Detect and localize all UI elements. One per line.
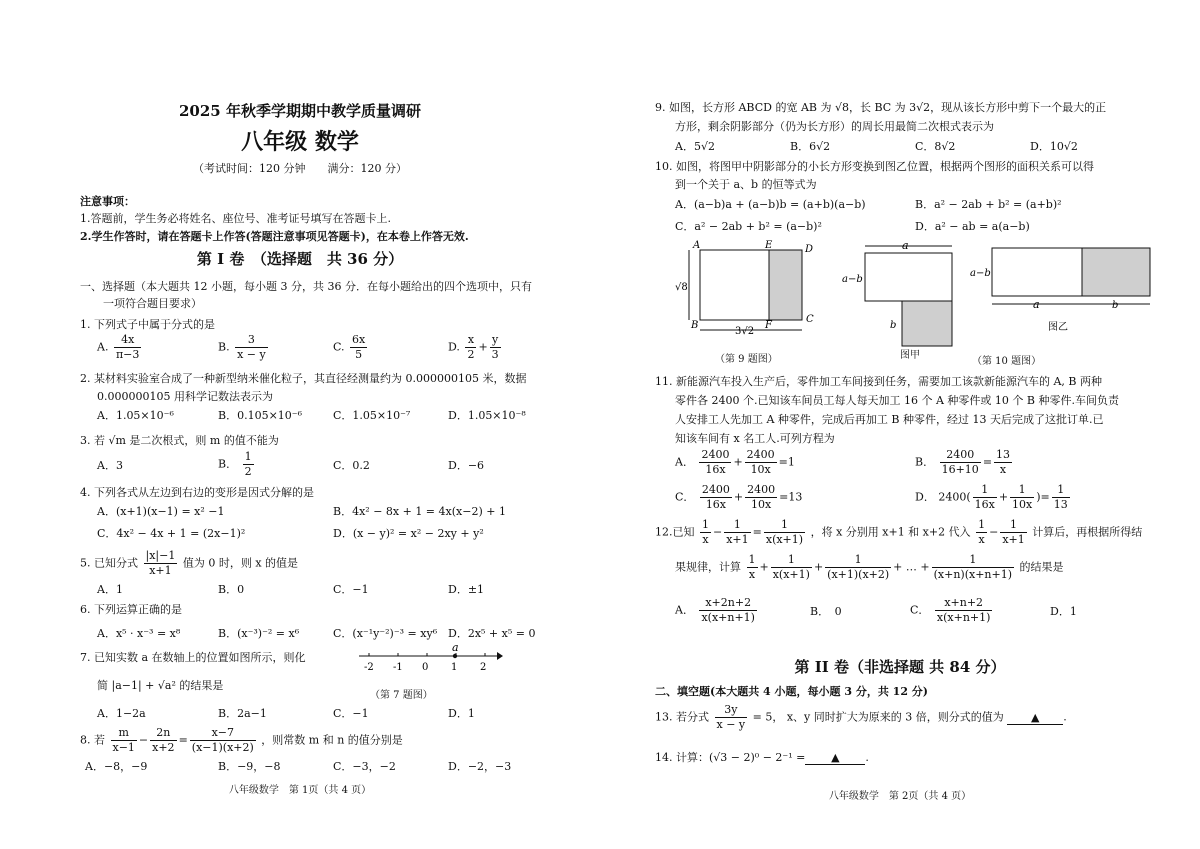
q1-stem: 1. 下列式子中属于分式的是 bbox=[80, 318, 215, 331]
fig9-label-c: C bbox=[806, 314, 814, 325]
exam-subtitle: 八年级 数学 bbox=[241, 129, 359, 155]
fig10-yi-label-ab: a−b bbox=[970, 268, 991, 279]
q6-option-b: B．(x⁻³)⁻² = x⁶ bbox=[218, 627, 300, 640]
q5-option-c: C．−1 bbox=[333, 583, 369, 596]
q11-option-a: A． $\frac{2400}{16x}$ + $\frac{2400}{10x}$ =1 bbox=[675, 448, 795, 476]
figure-10 bbox=[840, 238, 1160, 353]
q3-option-c: C．0.2 bbox=[333, 459, 370, 472]
q11-stem-2: 零件各 2400 个.已知该车间员工每人每天加工 16 个 A 种零件或 10 个 B 种零件.车间负责 bbox=[675, 394, 1119, 407]
q9-stem-2: 方形，剩余阴影部分（仍为长方形）的周长用最简二次根式表示为 bbox=[675, 120, 994, 133]
q4-option-c: C．4x² − 4x + 1 = (2x−1)² bbox=[97, 527, 246, 540]
q2-stem: 2. 某材料实验室合成了一种新型纳米催化粒子，其直径经测量约为 0.000000105 米，数据 bbox=[80, 372, 527, 385]
fig10-yi-label-b: b bbox=[1112, 300, 1119, 311]
fig10-jia-label-b: b bbox=[890, 320, 897, 331]
q2-stem-2: 0.000000105 用科学记数法表示为 bbox=[97, 390, 273, 403]
q4-option-b: B．4x² − 8x + 1 = 4x(x−2) + 1 bbox=[333, 505, 506, 518]
q1-option-b: B. $\frac{3}{x - y}$ bbox=[218, 333, 266, 361]
exam-title: 2025 年秋季学期期中教学质量调研 bbox=[179, 102, 421, 120]
fig10-caption: （第 10 题图） bbox=[972, 356, 1042, 367]
q11-option-c: C． $\frac{2400}{16x}$ + $\frac{2400}{10x}$ =13 bbox=[675, 483, 803, 511]
number-line-tick-label: -2 bbox=[364, 662, 374, 673]
q6-option-d: D．2x⁵ + x⁵ = 0 bbox=[448, 627, 536, 640]
number-line-tick-label: 2 bbox=[480, 662, 487, 673]
q11-option-d: D． 2400( $\frac{1}{16x}$ + $\frac{1}{10x}$ )= $\frac{1}{13}$ bbox=[915, 483, 1068, 511]
q8-option-a: A．−8，−9 bbox=[85, 760, 148, 773]
q11-stem-4: 知该车间有 x 名工人.可列方程为 bbox=[675, 432, 835, 445]
q8-option-d: D．−2，−3 bbox=[448, 760, 512, 773]
fig9-shaded-region bbox=[769, 250, 802, 320]
q7-stem-2: 简 |a−1| + √a² 的结果是 bbox=[97, 679, 224, 692]
fig9-label-f: F bbox=[765, 320, 772, 331]
note-1: 1.答题前，学生务必将姓名、座位号、准考证号填写在答题卡上. bbox=[80, 212, 391, 225]
q2-option-a: A．1.05×10⁻⁶ bbox=[97, 409, 174, 422]
fig10-yi-shaded-rect bbox=[1082, 248, 1150, 296]
number-line-tick-label: 0 bbox=[422, 662, 429, 673]
q4-option-d: D．(x − y)² = x² − 2xy + y² bbox=[333, 527, 484, 540]
fig10-jia-label-a: a bbox=[902, 239, 909, 252]
q12-option-d: D．1 bbox=[1050, 605, 1077, 618]
q3-stem: 3. 若 √m 是二次根式，则 m 的值不能为 bbox=[80, 434, 279, 447]
q7-option-d: D．1 bbox=[448, 707, 475, 720]
q3-option-a: A．3 bbox=[97, 459, 123, 472]
q3-option-d: D．−6 bbox=[448, 459, 485, 472]
q3-option-b: B． $\frac{1}{2}$ bbox=[218, 450, 252, 478]
q5-stem: 5. 已知分式 $\frac{|x|-1}{x+1}$ 值为 0 时，则 x 的值是 bbox=[80, 549, 299, 577]
q6-stem: 6. 下列运算正确的是 bbox=[80, 603, 182, 616]
number-line-tick-label: 1 bbox=[451, 662, 458, 673]
q7-stem: 7. 已知实数 a 在数轴上的位置如图所示，则化 bbox=[80, 651, 306, 664]
number-line-point-a bbox=[453, 654, 457, 658]
section-2-heading: 第 II 卷（非选择题 共 84 分） bbox=[794, 658, 1006, 676]
q8-stem: 8. 若 $\frac{m}{x-1}$ − $\frac{2n}{x+2}$ = $\frac{x-7}{(x-1)(x+2)}$ ，则常数 m 和 n 的值分别是 bbox=[80, 726, 403, 754]
q7-number-line bbox=[355, 642, 505, 682]
q13: 13. 若分式 $\frac{3y}{x - y}$ = 5， x、y 同时扩大为原来的 3 倍，则分式的值为 ▲ . bbox=[655, 703, 1067, 731]
q4-stem: 4. 下列各式从左边到右边的变形是因式分解的是 bbox=[80, 486, 314, 499]
q7-option-a: A．1−2a bbox=[97, 707, 146, 720]
q10-option-d: D．a² − ab = a(a−b) bbox=[915, 220, 1030, 233]
q1-option-d: D. $\frac{x}{2}$ + $\frac{y}{3}$ bbox=[448, 333, 499, 361]
fig10-yi-label-a: a bbox=[1033, 298, 1040, 311]
q5-option-a: A．1 bbox=[97, 583, 123, 596]
q10-stem-2: 到一个关于 a、b 的恒等式为 bbox=[675, 178, 817, 191]
q6-option-c: C．(x⁻¹y⁻²)⁻³ = xy⁶ bbox=[333, 627, 438, 640]
q7-option-c: C．−1 bbox=[333, 707, 369, 720]
q8-option-b: B．−9，−8 bbox=[218, 760, 281, 773]
q9-option-d: D．10√2 bbox=[1030, 140, 1078, 153]
q2-option-b: B．0.105×10⁻⁶ bbox=[218, 409, 303, 422]
fig9-label-b: B bbox=[691, 320, 699, 331]
q11-stem-1: 11. 新能源汽车投入生产后，零件加工车间接到任务，需要加工该款新能源汽车的 A, B 两种 bbox=[655, 375, 1103, 388]
q5-option-b: B．0 bbox=[218, 583, 245, 596]
fig10-jia-caption: 图甲 bbox=[900, 350, 920, 361]
number-line-point-label: a bbox=[452, 642, 459, 654]
q11-option-b: B． $\frac{2400}{16+10}$ = $\frac{13}{x}$ bbox=[915, 448, 1011, 476]
q14: 14. 计算：(√3 − 2)⁰ − 2⁻¹ = ▲ . bbox=[655, 751, 869, 764]
q8-option-c: C．−3，−2 bbox=[333, 760, 396, 773]
fig9-label-d: D bbox=[805, 244, 814, 255]
fig9-label-ab: √8 bbox=[675, 282, 688, 293]
page-1-footer: 八年级数学 第 1页（共 4 页） bbox=[228, 785, 372, 796]
q12-stem-1: 12.已知 $\frac{1}{x}$ − $\frac{1}{x+1}$ = $\frac{1}{x(x+1)}$ ，将 x 分别用 x+1 和 x+2 代入 $\frac{1}{x}$ − $\frac{1}{x+1}$ 计算后，再根据所得结 bbox=[655, 518, 1143, 546]
notes-title: 注意事项： bbox=[80, 195, 135, 208]
q7-option-b: B．2a−1 bbox=[218, 707, 267, 720]
fig10-jia-large-rect bbox=[865, 253, 952, 301]
q9-stem: 9. 如图，长方形 ABCD 的宽 AB 为 √8，长 BC 为 3√2，现从该长方形中剪下一个最大的正 bbox=[655, 101, 1107, 114]
number-line-tick-label: -1 bbox=[393, 662, 403, 673]
part-2-instructions: 二、填空题(本大题共 4 小题，每小题 3 分，共 12 分) bbox=[655, 685, 929, 698]
q11-stem-3: 人安排工人先加工 A 种零件，完成后再加工 B 种零件，经过 13 天后完成了这批订单.已 bbox=[675, 413, 1104, 426]
q10-option-a: A．(a−b)a + (a−b)b = (a+b)(a−b) bbox=[675, 198, 866, 211]
q7-caption: （第 7 题图） bbox=[370, 690, 433, 701]
q12-option-b: B． 0 bbox=[810, 605, 842, 618]
q13-answer-blank[interactable]: ▲ bbox=[1007, 711, 1063, 725]
q12-option-c: C． $\frac{x+n+2}{x(x+n+1)}$ bbox=[910, 596, 991, 624]
fig10-jia-shaded-rect bbox=[902, 301, 952, 346]
section-1-heading: 第 I 卷 （选择题 共 36 分） bbox=[196, 250, 404, 268]
q12-stem-2: 果规律，计算 $\frac{1}{x}$ + $\frac{1}{x(x+1)}$ + $\frac{1}{(x+1)(x+2)}$ + … + $\frac{1}{(x+n)(x+n+1)}$ 的结果是 bbox=[675, 553, 1064, 581]
fig9-label-bc: 3√2 bbox=[735, 326, 755, 337]
q12-option-a: A． $\frac{x+2n+2}{x(x+n+1)}$ bbox=[675, 596, 755, 624]
q2-option-c: C．1.05×10⁻⁷ bbox=[333, 409, 411, 422]
fig9-label-a: A bbox=[693, 240, 701, 251]
q9-option-b: B．6√2 bbox=[790, 140, 831, 153]
q14-answer-blank[interactable]: ▲ bbox=[805, 751, 865, 765]
fig10-jia-label-ab: a−b bbox=[842, 274, 863, 285]
note-2: 2.学生作答时，请在答题卡上作答(答题注意事项见答题卡)，在本卷上作答无效. bbox=[80, 230, 469, 243]
q4-option-a: A．(x+1)(x−1) = x² −1 bbox=[97, 505, 225, 518]
exam-info: （考试时间：120 分钟 满分：120 分） bbox=[193, 162, 407, 175]
q5-option-d: D．±1 bbox=[448, 583, 485, 596]
q6-option-a: A．x⁵ · x⁻³ = x⁸ bbox=[97, 627, 181, 640]
figure-9 bbox=[675, 238, 835, 338]
q10-option-b: B．a² − 2ab + b² = (a+b)² bbox=[915, 198, 1062, 211]
part-1-instructions: 一、选择题（本大题共 12 小题，每小题 3 分，共 36 分．在每小题给出的四个选项中，只有 bbox=[80, 280, 532, 293]
q9-option-a: A．5√2 bbox=[675, 140, 715, 153]
q10-stem: 10. 如图，将图甲中阴影部分的小长方形变换到图乙位置，根据两个图形的面积关系可以得 bbox=[655, 160, 1094, 173]
page-2-footer: 八年级数学 第 2页（共 4 页） bbox=[828, 791, 972, 802]
number-line-arrow bbox=[497, 652, 503, 660]
q9-option-c: C．8√2 bbox=[915, 140, 956, 153]
q1-option-c: C. $\frac{6x}{5}$ bbox=[333, 333, 366, 361]
part-1-instructions-2: 一项符合题目要求） bbox=[103, 297, 202, 310]
q10-option-c: C．a² − 2ab + b² = (a−b)² bbox=[675, 220, 822, 233]
q1-option-a: A. $\frac{4x}{\pi-3}$ bbox=[97, 333, 140, 361]
fig9-caption: （第 9 题图） bbox=[715, 354, 778, 365]
q2-option-d: D．1.05×10⁻⁸ bbox=[448, 409, 526, 422]
fig9-label-e: E bbox=[765, 240, 773, 251]
page-2 bbox=[600, 0, 1200, 849]
fig10-yi-caption: 图乙 bbox=[1048, 322, 1068, 333]
